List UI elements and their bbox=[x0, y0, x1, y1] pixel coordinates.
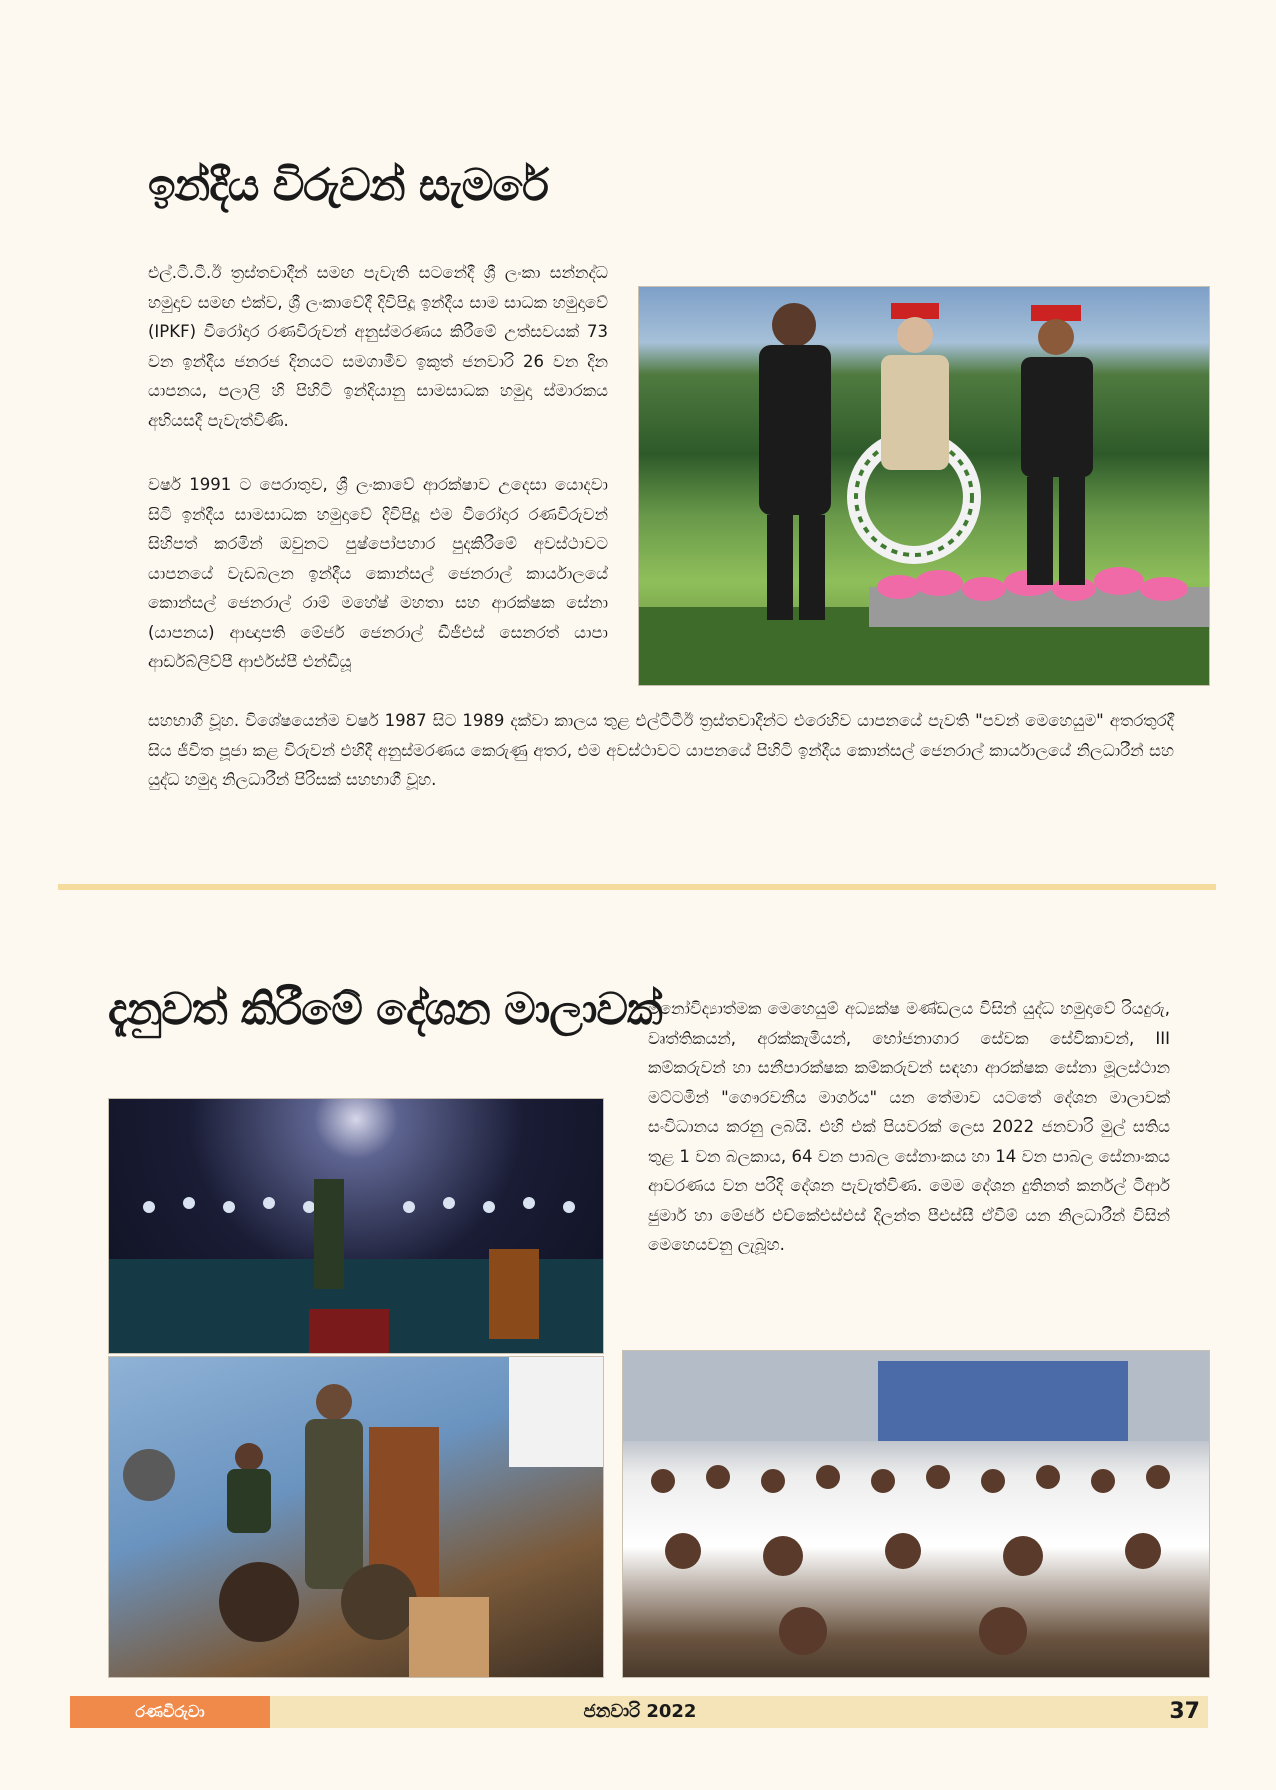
article1-para2: වර්ෂ 1991 ට පෙරාතුව, ශ්‍රී ලංකාවේ ආරක්ෂාව උදෙසා යොදවා සිටි ඉන්දීය සාමසාධක හමුදාවේ දිවිපිදූ එම වීරෝදාර රණවිරුවන් සිහිපත් කරමින් ඔවුනට පුෂ්පෝපහාර පුදකිරීමේ අවස්ථාවට යාපනයේ වැඩබලන ඉන්දීය කොන්සල් ජෙනරාල් කාර්යාලයේ කොන්සල් ජෙනරාල් රාම් මහේෂ් මහතා සහ ආරක්ෂක සේනා (යාපනය) ආඥාපති මේජර් ජෙනරාල් ඩීජීඑස් සෙනරත් යාපා ආර්ඩබ්ලිව්පී ආර්එස්පී එන්ඩීයූ bbox=[148, 475, 608, 671]
article1-para1: එල්.ටී.ටී.ඊ ත්‍රස්තවාදීන් සමඟ පැවැති සටනේදී ශ්‍රී ලංකා සන්නද්ධ හමුදාව සමඟ එක්ව, ශ්‍රී ලංකාවේදී දිවිපිදූ ඉන්දීය සාම සාධක හමුදාවේ (IPKF) වීරෝදාර රණවිරුවන් අනුස්මරණය කිරීමේ උත්සවයක් 73 වන ඉන්දීය ජනරජ දිනයට සමගාමීව ඉකුත් ජනවාරි 26 වන දින යාපනය, පලාලි හි පිහිටි ඉන්දියානු සාමසාධක හමුදා ස්මාරකය අභියසදී පැවැත්විණි. bbox=[148, 263, 608, 430]
audience-photo bbox=[622, 1350, 1210, 1678]
section-divider bbox=[58, 884, 1216, 890]
lecture-photo bbox=[108, 1356, 604, 1678]
article2-para1: මනෝවිද්‍යාත්මක මෙහෙයුම් අධ්‍යක්ෂ මණ්ඩලය විසින් යුද්ධ හමුදාවේ රියදුරු, වෘත්තිකයන්, අරක්කැමියන්, භෝජනාගාර සේවක සේවිකාවන්, III කම්කරුවන් හා සනීපාරක්ෂක කම්කරුවන් සඳහා ආරක්ෂක සේනා මූලස්ථාන මට්ටමින් "ගෞරවනීය මාර්ගය" යන තේමාව යටතේ දේශන මාලාවක් සංවිධානය කරනු ලබයි. එහි එක් පියවරක් ලෙස 2022 ජනවාරි මුල් සතිය තුළ 1 වන බලකාය, 64 වන පාබල සේනාංකය හා 14 වන පාබල සේනාංකය ආවරණය වන පරිදි දේශන පැවැත්විණ. මෙම දේශන දුතිනත් කර්නල් ටීආර් ජුමාර් හා මේජර් එච්කේඑස්එස් දිලන්ත පීඑස්සී ඒවීම් යන නිලධාරීන් විසින් මෙහෙයවනු ලැබූහ. bbox=[648, 999, 1170, 1254]
article1-para3: සහභාගී වූහ. විශේෂයෙන්ම වර්ෂ 1987 සිට 1989 දක්වා කාලය තුළ එල්ටීටීඊ ත්‍රස්තවාදීන්ට එරෙහිව යාපනයේ පැවති "පවන් මෙහෙයුම" අතරතුරදී සිය ජීවිත පූජා කළ විරුවන් එහිදී අනුස්මරණය කෙරුණු අතර, එම අවස්ථාවට යාපනයේ පිහිටි ඉන්දීය කොන්සල් ජෙනරාල් කාර්යාලයේ නිලධාරීන් සහ යුද්ධ හමුදා නිලධාරීන් පිරිසක් සහභාගී වූහ. bbox=[148, 711, 1174, 789]
article1-title: ඉන්දීය විරුවන් සැමරේ bbox=[148, 160, 548, 211]
article2-title: දැනුවත් කිරීමේ දේශන මාලාවක් bbox=[108, 984, 662, 1035]
wreath-ceremony-photo bbox=[638, 286, 1210, 686]
auditorium-photo bbox=[108, 1098, 604, 1354]
footer-magazine-name: රණවිරුවා bbox=[70, 1696, 270, 1728]
footer-issue-date: ජනවාරි 2022 bbox=[583, 1701, 697, 1722]
footer-page-number: 37 bbox=[1169, 1699, 1200, 1724]
